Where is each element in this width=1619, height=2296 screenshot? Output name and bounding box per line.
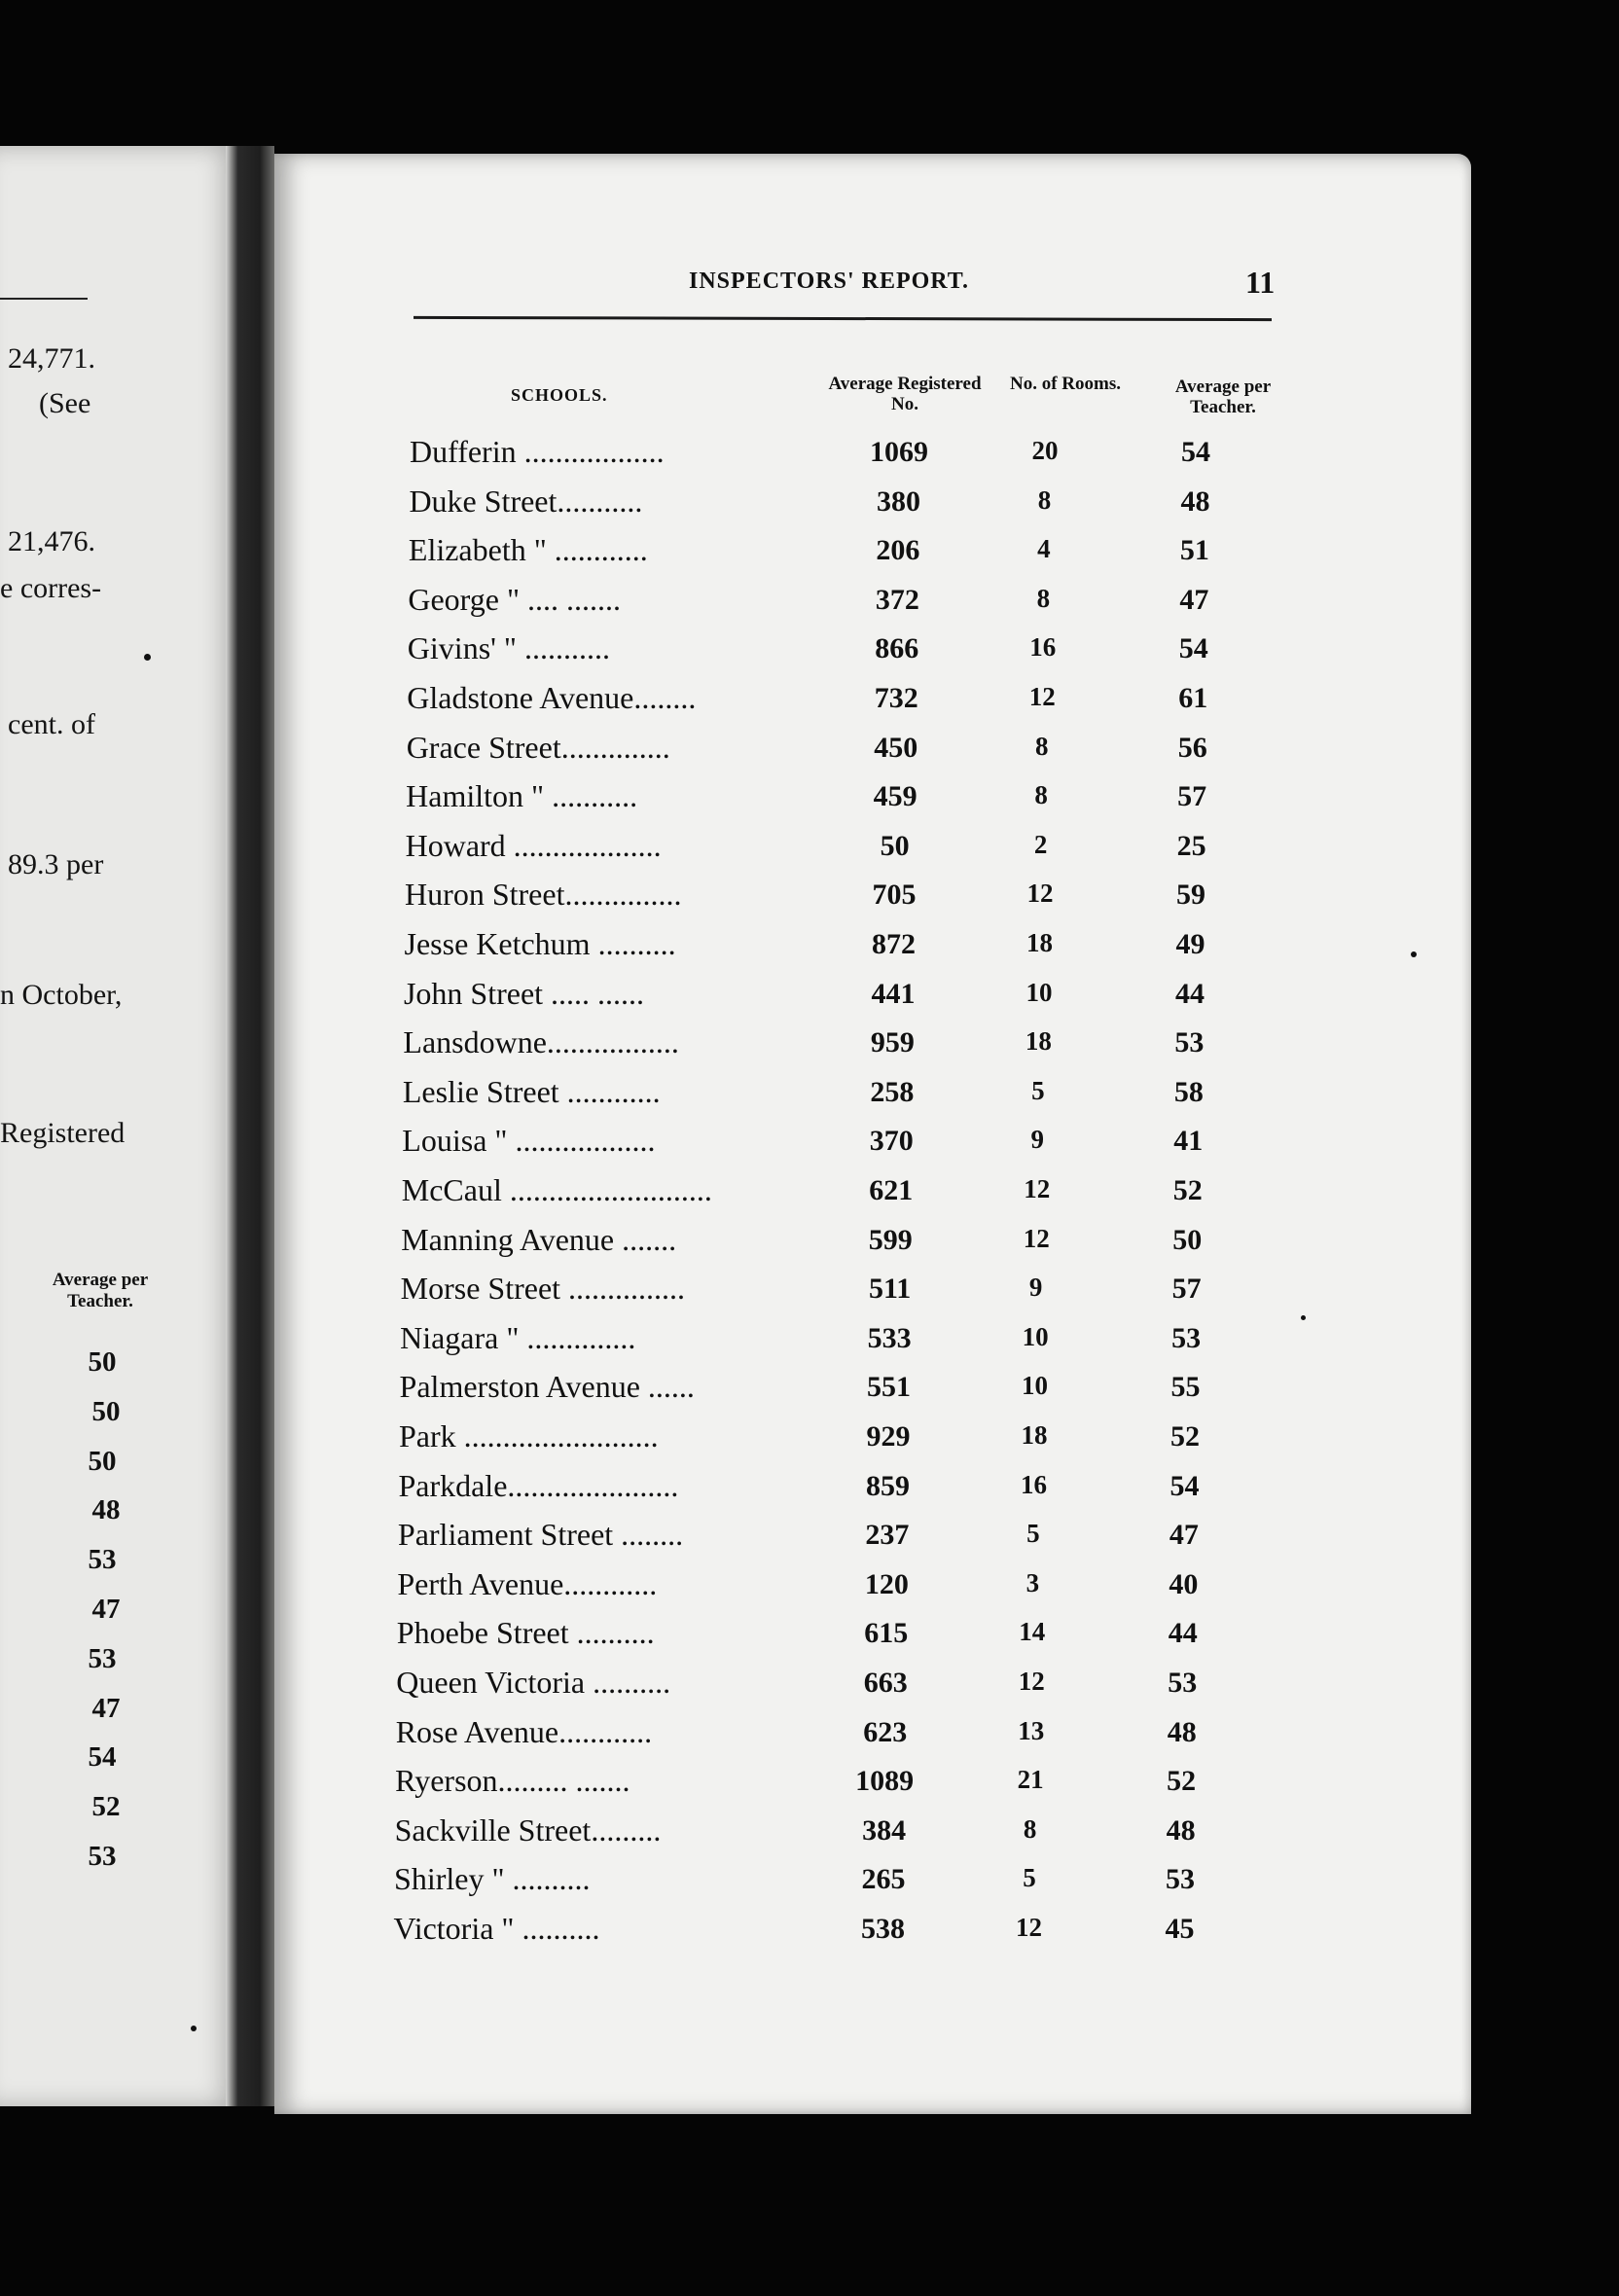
avg-per-teacher-cell: 53 — [1174, 1026, 1205, 1059]
avg-per-teacher-cell: 45 — [1165, 1913, 1195, 1945]
table-row — [408, 582, 1322, 625]
school-name: Duke Street........... — [409, 483, 643, 519]
avg-per-teacher-cell: 52 — [1172, 1174, 1203, 1206]
table-row — [409, 484, 1323, 526]
rooms-cell: 8 — [1036, 583, 1051, 613]
table-row — [398, 1517, 1313, 1560]
table-row — [394, 1861, 1309, 1904]
table-row — [401, 1271, 1315, 1313]
table-row — [398, 1468, 1313, 1511]
column-header-schools: SCHOOLS. — [511, 385, 608, 405]
table-row — [405, 926, 1319, 969]
avg-registered-cell: 265 — [861, 1863, 906, 1896]
school-name: Leslie Street ............ — [402, 1073, 661, 1109]
avg-registered-cell: 511 — [868, 1273, 912, 1306]
rooms-cell: 3 — [1025, 1567, 1040, 1597]
book-gutter — [226, 146, 274, 2106]
table-row — [409, 532, 1323, 575]
table-row — [400, 1320, 1314, 1363]
avg-per-teacher-cell: 54 — [1169, 1469, 1200, 1502]
avg-per-teacher-cell: 48 — [1180, 484, 1210, 518]
rooms-cell: 18 — [1025, 1026, 1052, 1057]
rooms-cell: 14 — [1019, 1617, 1046, 1647]
avg-registered-cell: 621 — [869, 1174, 914, 1206]
school-name: Parkdale...................... — [398, 1467, 679, 1503]
left-page-text-line: n October, — [0, 979, 123, 1011]
school-name: Parliament Street ........ — [397, 1517, 684, 1553]
avg-per-teacher-cell: 50 — [1172, 1223, 1203, 1256]
school-name: Perth Avenue............ — [397, 1565, 658, 1601]
avg-per-teacher-cell: 44 — [1168, 1617, 1198, 1650]
rooms-cell: 10 — [1022, 1371, 1049, 1401]
left-avg-value: 54 — [88, 1741, 117, 1774]
rooms-cell: 12 — [1026, 879, 1054, 909]
rooms-cell: 12 — [1018, 1667, 1045, 1696]
left-page-text-line: Registered — [0, 1117, 126, 1149]
avg-per-teacher-cell: 47 — [1169, 1519, 1199, 1552]
school-name: McCaul .......................... — [401, 1172, 712, 1207]
avg-per-teacher-cell: 47 — [1179, 583, 1209, 616]
avg-per-teacher-cell: 53 — [1166, 1863, 1196, 1896]
rooms-cell: 4 — [1037, 534, 1051, 564]
left-avg-value: 53 — [88, 1841, 117, 1872]
table-row — [404, 976, 1318, 1019]
left-page-text-line: e corres- — [0, 572, 102, 604]
avg-registered-cell: 450 — [874, 731, 918, 764]
avg-per-teacher-cell: 55 — [1170, 1371, 1201, 1404]
avg-per-teacher-cell: 48 — [1166, 1813, 1196, 1847]
scan-speck — [191, 2026, 197, 2031]
school-name: George " .... ....... — [408, 581, 621, 617]
avg-per-teacher-cell: 44 — [1174, 977, 1205, 1010]
school-name: Ryerson......... ....... — [395, 1763, 630, 1799]
school-name: Gladstone Avenue........ — [407, 680, 697, 715]
rooms-cell: 16 — [1029, 632, 1057, 663]
avg-per-teacher-cell: 61 — [1178, 682, 1208, 714]
school-name: Rose Avenue............ — [395, 1713, 653, 1749]
table-row — [400, 1369, 1314, 1412]
avg-registered-cell: 370 — [869, 1125, 914, 1158]
school-name: Givins' " ........... — [407, 630, 610, 666]
left-page-text-line: 24,771. — [8, 342, 95, 375]
avg-registered-cell: 380 — [876, 484, 920, 518]
left-avg-value: 53 — [88, 1642, 117, 1674]
avg-registered-cell: 441 — [871, 977, 916, 1010]
table-row — [402, 1172, 1316, 1215]
school-name: John Street ..... ...... — [403, 975, 645, 1011]
avg-registered-cell: 959 — [870, 1026, 915, 1059]
page-number: 11 — [1245, 265, 1276, 300]
rooms-cell: 13 — [1018, 1715, 1045, 1745]
rooms-cell: 2 — [1033, 829, 1048, 859]
avg-per-teacher-cell: 40 — [1169, 1567, 1199, 1600]
school-name: Park ......................... — [399, 1418, 659, 1453]
left-avg-value: 50 — [91, 1395, 121, 1427]
rooms-cell: 12 — [1028, 682, 1056, 711]
table-row — [396, 1714, 1311, 1757]
rooms-cell: 20 — [1031, 436, 1059, 465]
table-row — [403, 1074, 1317, 1117]
rooms-cell: 8 — [1037, 484, 1052, 515]
table-row — [394, 1911, 1309, 1954]
school-name: Hamilton " ........... — [406, 778, 638, 814]
school-name: Phoebe Street .......... — [396, 1615, 655, 1651]
rooms-cell: 12 — [1016, 1913, 1042, 1942]
school-name: Queen Victoria .......... — [396, 1665, 671, 1700]
school-name: Louisa " .................. — [402, 1123, 656, 1159]
table-row — [406, 778, 1320, 821]
column-header-rooms: No. of Rooms. — [1010, 374, 1121, 394]
school-name: Manning Avenue ....... — [401, 1221, 677, 1257]
left-avg-value: 48 — [91, 1494, 121, 1526]
table-row — [402, 1123, 1316, 1166]
rooms-cell: 12 — [1024, 1174, 1051, 1203]
left-page-text-line: 21,476. — [8, 525, 95, 557]
table-row — [399, 1418, 1313, 1461]
table-row — [405, 877, 1319, 919]
avg-registered-cell: 872 — [872, 928, 916, 960]
school-name: Howard ................... — [405, 827, 662, 863]
avg-registered-cell: 459 — [873, 780, 917, 813]
avg-per-teacher-cell: 53 — [1168, 1667, 1198, 1699]
avg-registered-cell: 120 — [864, 1567, 909, 1600]
avg-per-teacher-cell: 25 — [1176, 829, 1206, 862]
table-row — [401, 1222, 1315, 1265]
left-avg-value: 47 — [91, 1594, 121, 1625]
school-name: Shirley " .......... — [394, 1861, 591, 1897]
table-row — [395, 1763, 1310, 1806]
avg-per-teacher-cell: 53 — [1171, 1321, 1202, 1354]
avg-registered-cell: 663 — [863, 1667, 908, 1699]
avg-per-teacher-cell: 59 — [1176, 879, 1206, 912]
table-row — [408, 630, 1322, 673]
table-row — [406, 828, 1320, 871]
school-name: Lansdowne................. — [403, 1024, 679, 1060]
left-avg-value: 50 — [88, 1346, 117, 1378]
avg-registered-cell: 732 — [874, 682, 918, 714]
left-page-text-line: cent. of — [8, 708, 95, 740]
rooms-cell: 8 — [1023, 1813, 1037, 1844]
rooms-cell: 10 — [1025, 977, 1053, 1007]
avg-per-teacher-cell: 57 — [1177, 780, 1207, 813]
rooms-cell: 9 — [1028, 1273, 1043, 1303]
rooms-cell: 8 — [1034, 780, 1048, 810]
scan-speck — [144, 654, 151, 661]
table-row — [410, 434, 1324, 477]
rooms-cell: 8 — [1034, 731, 1049, 761]
avg-registered-cell: 551 — [867, 1371, 912, 1404]
table-row — [397, 1566, 1312, 1609]
avg-per-teacher-cell: 41 — [1173, 1125, 1204, 1158]
avg-registered-cell: 237 — [865, 1519, 910, 1552]
avg-registered-cell: 705 — [872, 879, 917, 912]
column-header-avg-per-teacher: Average per Teacher. — [1174, 377, 1272, 417]
avg-registered-cell: 866 — [875, 632, 919, 665]
left-avg-value: 53 — [88, 1544, 117, 1576]
avg-per-teacher-cell: 56 — [1177, 731, 1207, 764]
rooms-cell: 16 — [1020, 1469, 1047, 1499]
avg-registered-cell: 599 — [868, 1223, 913, 1256]
avg-registered-cell: 859 — [865, 1469, 910, 1502]
avg-registered-cell: 258 — [870, 1075, 915, 1108]
avg-per-teacher-cell: 54 — [1181, 436, 1210, 468]
avg-registered-cell: 929 — [866, 1420, 911, 1453]
table-row — [407, 730, 1321, 772]
avg-per-teacher-cell: 52 — [1170, 1420, 1200, 1453]
rooms-cell: 5 — [1023, 1863, 1036, 1893]
table-row — [403, 1024, 1317, 1067]
avg-per-teacher-cell: 51 — [1179, 534, 1209, 567]
avg-registered-cell: 384 — [862, 1813, 907, 1847]
rooms-cell: 18 — [1026, 928, 1053, 957]
rooms-cell: 18 — [1021, 1420, 1048, 1450]
school-name: Morse Street ............... — [400, 1271, 686, 1307]
avg-per-teacher-cell: 54 — [1178, 632, 1208, 665]
avg-registered-cell: 206 — [876, 534, 920, 567]
avg-per-teacher-cell: 48 — [1167, 1715, 1197, 1748]
rooms-cell: 5 — [1031, 1075, 1045, 1105]
table-row — [395, 1812, 1310, 1855]
rooms-cell: 10 — [1022, 1321, 1049, 1351]
table-row — [407, 680, 1321, 723]
avg-registered-cell: 1089 — [855, 1765, 915, 1798]
avg-per-teacher-cell: 58 — [1173, 1075, 1204, 1108]
table-row — [396, 1665, 1311, 1707]
left-column-header: Average per Teacher. — [52, 1270, 149, 1311]
avg-per-teacher-cell: 49 — [1175, 928, 1205, 960]
left-page-text-line: 89.3 per — [8, 848, 104, 880]
school-name: Palmerston Avenue ...... — [399, 1369, 695, 1405]
left-avg-value: 52 — [91, 1791, 121, 1823]
school-name: Niagara " .............. — [400, 1319, 636, 1355]
rooms-cell: 5 — [1026, 1519, 1040, 1549]
scan-speck — [1411, 951, 1417, 957]
avg-registered-cell: 615 — [864, 1617, 909, 1650]
avg-registered-cell: 1069 — [870, 436, 928, 468]
scan-speck — [1301, 1315, 1306, 1320]
school-name: Victoria " .......... — [393, 1911, 600, 1946]
left-page-text-line: (See — [39, 387, 91, 419]
school-name: Jesse Ketchum .......... — [404, 926, 676, 961]
school-name: Grace Street.............. — [406, 729, 670, 765]
avg-per-teacher-cell: 57 — [1171, 1273, 1202, 1306]
running-head: INSPECTORS' REPORT. — [689, 269, 969, 294]
left-avg-value: 50 — [88, 1445, 117, 1477]
school-name: Sackville Street......... — [394, 1812, 662, 1848]
school-name: Elizabeth " ............ — [408, 532, 648, 568]
avg-registered-cell: 533 — [867, 1321, 912, 1354]
avg-registered-cell: 372 — [875, 583, 919, 616]
table-row — [397, 1615, 1312, 1658]
avg-registered-cell: 623 — [863, 1715, 908, 1748]
school-name: Huron Street............... — [405, 877, 682, 913]
avg-registered-cell: 50 — [880, 829, 910, 862]
rooms-cell: 21 — [1017, 1765, 1044, 1795]
avg-per-teacher-cell: 52 — [1167, 1765, 1197, 1798]
school-name: Dufferin .................. — [410, 434, 665, 469]
rooms-cell: 9 — [1030, 1125, 1045, 1155]
avg-registered-cell: 538 — [861, 1913, 905, 1945]
rooms-cell: 12 — [1023, 1223, 1050, 1253]
left-page-rule — [0, 298, 88, 300]
column-header-avg-registered: Average Registered No. — [828, 374, 982, 414]
left-avg-value: 47 — [91, 1692, 121, 1724]
